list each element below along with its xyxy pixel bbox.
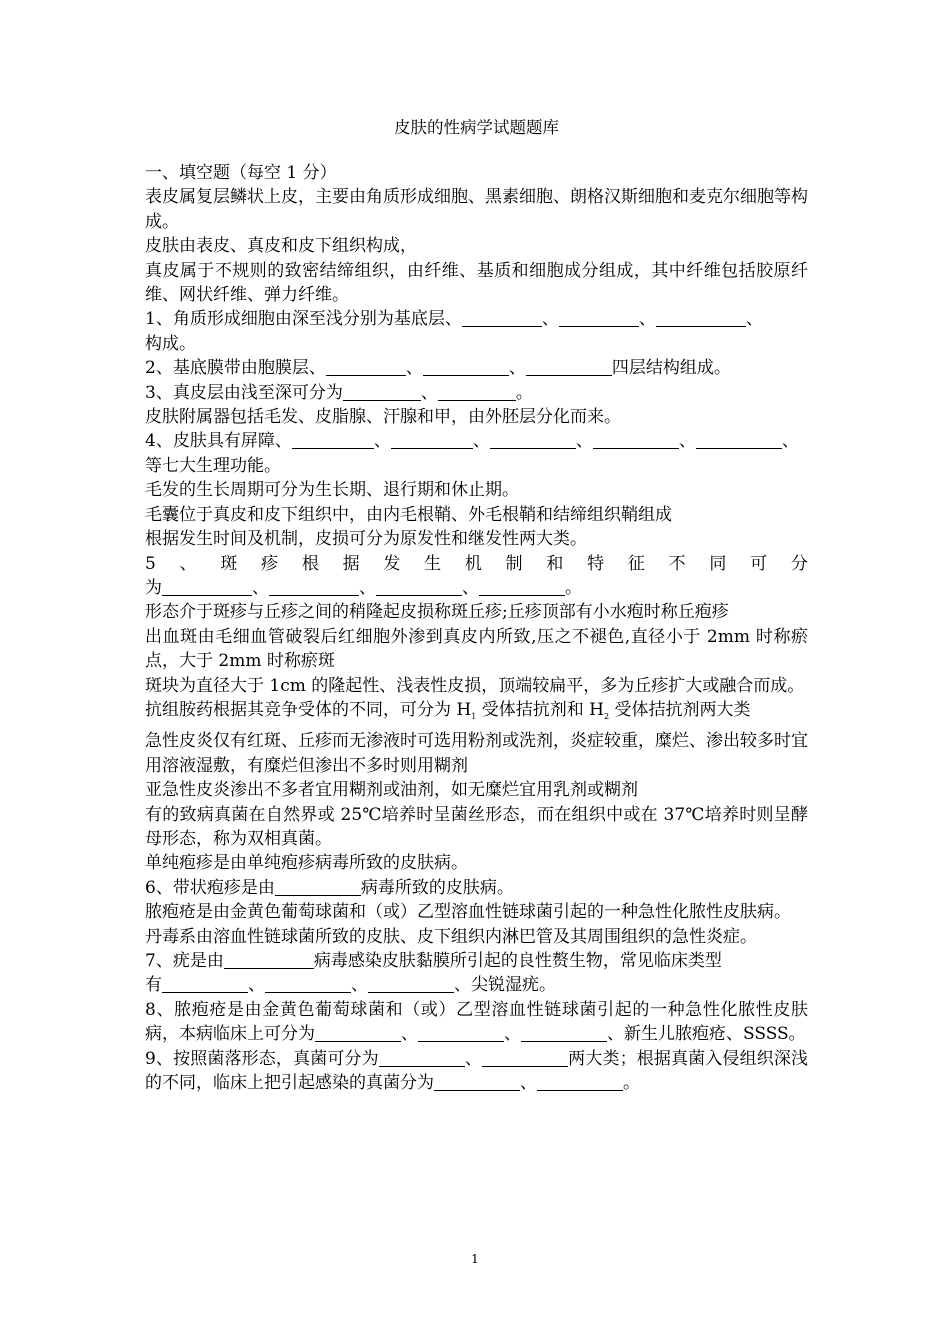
question-8: 8、脓疱疮是由金黄色葡萄球菌和（或）乙型溶血性链球菌引起的一种急性化脓性皮肤病，本病临床上可分为 、 、 、新生儿脓疱疮、SSSS。 — [145, 999, 808, 1045]
text-line: 皮肤附属器包括毛发、皮脂腺、汗腺和甲，由外胚层分化而来。 — [145, 407, 621, 428]
text-line: 表皮属复层鳞状上皮，主要由角质形成细胞、黑素细胞、朗格汉斯细胞和麦克尔细胞等构成。 — [145, 187, 808, 232]
question-1: 1、角质形成细胞由深至浅分别为基底层、 、 、 、 — [145, 309, 763, 330]
blank — [162, 578, 252, 596]
text-line: 丹毒系由溶血性链球菌所致的皮肤、皮下组织内淋巴管及其周围组织的急性炎症。 — [145, 926, 757, 947]
blank — [343, 383, 421, 401]
blank — [656, 309, 746, 327]
question-3: 3、真皮层由浅至深可分为 、 。 — [145, 382, 533, 403]
page-title: 皮肤的性病学试题题库 — [394, 118, 559, 137]
blank — [438, 383, 516, 401]
text-line: 形态介于斑疹与丘疹之间的稍隆起皮损称斑丘疹;丘疹顶部有小水疱时称丘疱疹 — [145, 602, 729, 623]
blank — [315, 1024, 401, 1042]
question-6: 6、带状疱疹是由 病毒所致的皮肤病。 — [145, 877, 514, 898]
blank — [269, 578, 359, 596]
section-heading: 一、填空题（每空 1 分） — [145, 163, 337, 183]
blank — [418, 1024, 504, 1042]
blank — [275, 878, 361, 896]
document-body — [145, 161, 808, 1095]
question-5: 5 、 斑 疹 根 据 发 生 机 制 和 特 征 不 同 可 分 — [145, 553, 808, 574]
text-line: 真皮属于不规则的致密结缔组织，由纤维、基质和细胞成分组成，其中纤维包括胶原纤维、网状纤维、弹力纤维。 — [145, 260, 808, 306]
blank — [479, 578, 565, 596]
text-line: 有的致病真菌在自然界或 25℃培养时呈菌丝形态，而在组织中或在 37℃培养时则呈酵母形态，称为双相真菌。 — [145, 804, 808, 849]
question-7-continued: 有 、 、 、尖锐湿疣。 — [145, 975, 556, 996]
question-4: 4、皮肤具有屏障、 、 、 、 、 、 — [145, 431, 799, 452]
text-line: 脓疱疮是由金黄色葡萄球菌和（或）乙型溶血性链球菌引起的一种急性化脓性皮肤病。 — [145, 902, 791, 923]
blank — [326, 358, 406, 376]
question-1-continued: 构成。 — [145, 333, 196, 354]
blank — [391, 431, 473, 449]
question-9: 9、按照菌落形态，真菌可分为 、 两大类；根据真菌入侵组织深浅的不同，临床上把引起感染的真菌分为 、 。 — [145, 1048, 808, 1094]
blank — [526, 358, 612, 376]
question-7: 7、疣是由 病毒感染皮肤黏膜所引起的良性赘生物，常见临床类型 — [145, 951, 722, 971]
blank — [224, 951, 314, 969]
blank — [292, 431, 374, 449]
text-line: 单纯疱疹是由单纯疱疹病毒所致的皮肤病。 — [145, 853, 468, 874]
question-2: 2、基底膜带由胞膜层、 、 、 四层结构组成。 — [145, 358, 731, 379]
text-line: 亚急性皮炎渗出不多者宜用糊剂或油剂，如无糜烂宜用乳剂或糊剂 — [145, 780, 638, 801]
question-5-continued: 为 、 、 、 。 — [145, 577, 582, 598]
text-line: 急性皮炎仅有红斑、丘疹而无渗液时可选用粉剂或洗剂，炎症较重，糜烂、渗出较多时宜用溶液湿敷，有糜烂但渗出不多时则用糊剂 — [145, 731, 808, 776]
blank — [265, 975, 351, 993]
blank — [462, 309, 542, 327]
page-number: 1 — [471, 1252, 479, 1266]
blank — [162, 975, 248, 993]
blank — [537, 1073, 623, 1091]
blank — [696, 431, 782, 449]
text-line: 抗组胺药根据其竞争受体的不同，可分为 $H_1$ 受体拮抗剂和 $H_2$ 受体拮抗剂两大类 — [145, 699, 751, 721]
blank — [423, 358, 509, 376]
text-line: 斑块为直径大于 1cm 的隆起性、浅表性皮损，顶端较扁平，多为丘疹扩大或融合而成。 — [145, 675, 805, 696]
text-line: 出血斑由毛细血管破裂后红细胞外渗到真皮内所致,压之不褪色,直径小于 2mm 时称瘀点，大于 2mm 时称瘀斑 — [145, 626, 808, 672]
blank — [521, 1024, 607, 1042]
blank — [593, 431, 679, 449]
question-4-continued: 等七大生理功能。 — [145, 455, 281, 476]
blank — [490, 431, 576, 449]
blank — [482, 1049, 568, 1067]
blank — [559, 309, 639, 327]
text-line: 毛囊位于真皮和皮下组织中，由内毛根鞘、外毛根鞘和结缔组织鞘组成 — [145, 504, 672, 525]
text-line: 皮肤由表皮、真皮和皮下组织构成， — [145, 236, 417, 257]
text-line: 毛发的生长周期可分为生长期、退行期和休止期。 — [145, 480, 519, 501]
blank — [376, 578, 462, 596]
text-line: 根据发生时间及机制，皮损可分为原发性和继发性两大类。 — [145, 529, 587, 550]
blank — [368, 975, 454, 993]
blank — [434, 1073, 520, 1091]
blank — [379, 1049, 465, 1067]
